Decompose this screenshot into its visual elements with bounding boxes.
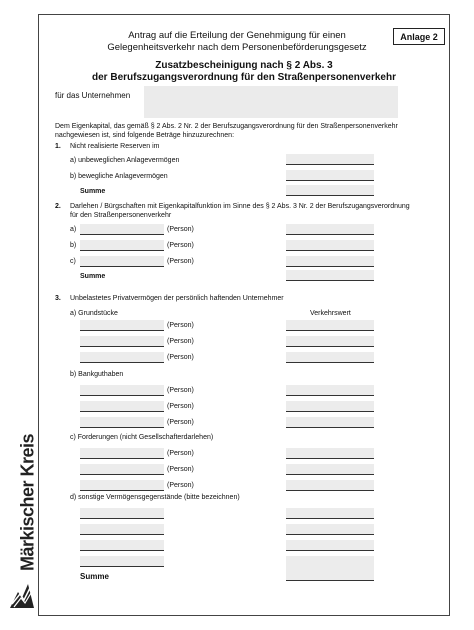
section-2-sum-field[interactable]	[286, 270, 374, 280]
s3b-row-3-person: (Person)	[167, 419, 194, 426]
section-1-title: Nicht realisierte Reserven im	[70, 143, 160, 150]
section-2-title-line-2: für den Straßenpersonenverkehr	[70, 212, 172, 219]
s3d-row-1-name-field[interactable]	[80, 508, 164, 518]
s3c-row-2-value-line	[286, 474, 374, 475]
s3d-row-3-value-field[interactable]	[286, 540, 374, 550]
value-column-header: Verkehrswert	[310, 310, 351, 317]
s3d-row-3-name-line	[80, 550, 164, 551]
s3c-row-2-name-line	[80, 474, 164, 475]
section-2-row-b-name-line	[80, 250, 164, 251]
company-name-field[interactable]	[144, 86, 398, 118]
section-3-title: Unbelastetes Privatvermögen der persönlich haftenden Unternehmer	[70, 295, 284, 302]
s3c-row-3-name-line	[80, 490, 164, 491]
section-2-row-c-person: (Person)	[167, 258, 194, 265]
s3b-row-3-value-line	[286, 427, 374, 428]
section-1-sum-field[interactable]	[286, 185, 374, 195]
s3d-row-4-value-field[interactable]	[286, 556, 374, 566]
s3a-row-2-value-field[interactable]	[286, 336, 374, 346]
s3d-row-4-name-line	[80, 566, 164, 567]
s3c-row-1-person: (Person)	[167, 450, 194, 457]
s3c-row-2-name-field[interactable]	[80, 464, 164, 474]
s3b-row-2-name-field[interactable]	[80, 401, 164, 411]
s3c-row-3-name-field[interactable]	[80, 480, 164, 490]
section-2-row-c-value-field[interactable]	[286, 256, 374, 266]
s3a-row-1-person: (Person)	[167, 322, 194, 329]
section-1-a-value-line	[286, 164, 374, 165]
section-2-row-b-value-field[interactable]	[286, 240, 374, 250]
section-3-number: 3.	[55, 295, 61, 302]
s3d-row-2-value-field[interactable]	[286, 524, 374, 534]
s3a-row-2-name-field[interactable]	[80, 336, 164, 346]
s3c-row-2-person: (Person)	[167, 466, 194, 473]
section-2-title-line-1: Darlehen / Bürgschaften mit Eigenkapitalfunktion im Sinne des § 2 Abs. 3 Nr. 2 der Berufszugangsverordnung	[70, 203, 410, 210]
s3a-row-3-value-line	[286, 362, 374, 363]
s3a-row-1-value-line	[286, 330, 374, 331]
section-2-row-b-person: (Person)	[167, 242, 194, 249]
section-2-row-c-value-line	[286, 266, 374, 267]
section-2-sum-label: Summe	[80, 273, 106, 280]
s3b-row-1-name-line	[80, 395, 164, 396]
section-2-row-a-name-field[interactable]	[80, 224, 164, 234]
s3b-row-2-value-field[interactable]	[286, 401, 374, 411]
s3c-row-3-person: (Person)	[167, 482, 194, 489]
section-2-row-c-name-field[interactable]	[80, 256, 164, 266]
s3a-row-3-name-line	[80, 362, 164, 363]
section-1-number: 1.	[55, 143, 61, 150]
s3b-row-2-person: (Person)	[167, 403, 194, 410]
s3d-row-2-name-field[interactable]	[80, 524, 164, 534]
s3d-row-4-name-field[interactable]	[80, 556, 164, 566]
s3c-row-1-name-field[interactable]	[80, 448, 164, 458]
s3b-row-2-name-line	[80, 411, 164, 412]
s3b-row-3-value-field[interactable]	[286, 417, 374, 427]
title-line-2: der Berufszugangsverordnung für den Straßenpersonenverkehr	[92, 72, 396, 83]
title-line-1: Zusatzbescheinigung nach § 2 Abs. 3	[155, 60, 333, 71]
s3d-row-2-name-line	[80, 534, 164, 535]
logo-mark-icon	[8, 574, 36, 610]
s3a-row-3-name-field[interactable]	[80, 352, 164, 362]
s3a-row-1-name-field[interactable]	[80, 320, 164, 330]
section-3-sub-a: a) Grundstücke	[70, 310, 118, 317]
s3d-row-1-name-line	[80, 518, 164, 519]
section-2-row-a-value-line	[286, 234, 374, 235]
company-label: für das Unternehmen	[55, 91, 131, 100]
s3b-row-3-name-field[interactable]	[80, 417, 164, 427]
section-1-b-value-line	[286, 180, 374, 181]
section-1-a-value-field[interactable]	[286, 154, 374, 164]
header-line-2: Gelegenheitsverkehr nach dem Personenbeförderungsgesetz	[107, 42, 367, 53]
anlage-badge: Anlage 2	[393, 28, 445, 45]
s3c-row-3-value-field[interactable]	[286, 480, 374, 490]
section-3-sum-line	[286, 580, 374, 581]
s3b-row-1-value-line	[286, 395, 374, 396]
s3c-row-2-value-field[interactable]	[286, 464, 374, 474]
section-2-sum-line	[286, 280, 374, 281]
section-3-sum-field[interactable]	[286, 566, 374, 580]
section-2-row-b-label: b)	[70, 242, 77, 249]
s3a-row-2-value-line	[286, 346, 374, 347]
section-1-item-b: b) bewegliche Anlagevermögen	[70, 173, 168, 180]
section-2-row-b-name-field[interactable]	[80, 240, 164, 250]
section-2-row-a-name-line	[80, 234, 164, 235]
section-2-row-b-value-line	[286, 250, 374, 251]
section-2-row-a-label: a)	[70, 226, 77, 233]
intro-line-1: Dem Eigenkapital, das gemäß § 2 Abs. 2 Nr. 2 der Berufszugangsverordnung für den Straßenpersonenverkehr	[55, 123, 398, 130]
section-3-sum-label: Summe	[80, 572, 109, 581]
section-3-sub-c: c) Forderungen (nicht Gesellschafterdarlehen)	[70, 434, 214, 441]
s3a-row-3-value-field[interactable]	[286, 352, 374, 362]
s3a-row-1-name-line	[80, 330, 164, 331]
header-line-1: Antrag auf die Erteilung der Genehmigung für einen	[128, 30, 346, 41]
s3a-row-2-name-line	[80, 346, 164, 347]
s3c-row-3-value-line	[286, 490, 374, 491]
section-1-sum-line	[286, 195, 374, 196]
s3a-row-1-value-field[interactable]	[286, 320, 374, 330]
intro-line-2: nachgewiesen ist, sind folgende Beträge hinzuzurechnen:	[55, 132, 235, 139]
section-2-row-a-person: (Person)	[167, 226, 194, 233]
s3c-row-1-value-field[interactable]	[286, 448, 374, 458]
section-3-sub-b: b) Bankguthaben	[70, 371, 124, 378]
section-1-sum-label: Summe	[80, 188, 106, 195]
s3b-row-1-value-field[interactable]	[286, 385, 374, 395]
section-2-number: 2.	[55, 203, 61, 210]
section-3-sub-d: d) sonstige Vermögensgegenstände (bitte bezeichnen)	[70, 494, 240, 501]
section-2-row-c-label: c)	[70, 258, 76, 265]
s3d-row-1-value-field[interactable]	[286, 508, 374, 518]
section-1-b-value-field[interactable]	[286, 170, 374, 180]
s3a-row-3-person: (Person)	[167, 354, 194, 361]
s3d-row-3-value-line	[286, 550, 374, 551]
section-2-row-c-name-line	[80, 266, 164, 267]
s3d-row-2-value-line	[286, 534, 374, 535]
logo-text: Märkischer Kreis	[17, 433, 38, 572]
s3b-row-2-value-line	[286, 411, 374, 412]
s3b-row-3-name-line	[80, 427, 164, 428]
s3b-row-1-name-field[interactable]	[80, 385, 164, 395]
s3d-row-3-name-field[interactable]	[80, 540, 164, 550]
s3c-row-1-value-line	[286, 458, 374, 459]
section-2-row-a-value-field[interactable]	[286, 224, 374, 234]
s3c-row-1-name-line	[80, 458, 164, 459]
section-1-item-a: a) unbeweglichen Anlagevermögen	[70, 157, 180, 164]
s3d-row-1-value-line	[286, 518, 374, 519]
s3a-row-2-person: (Person)	[167, 338, 194, 345]
s3b-row-1-person: (Person)	[167, 387, 194, 394]
